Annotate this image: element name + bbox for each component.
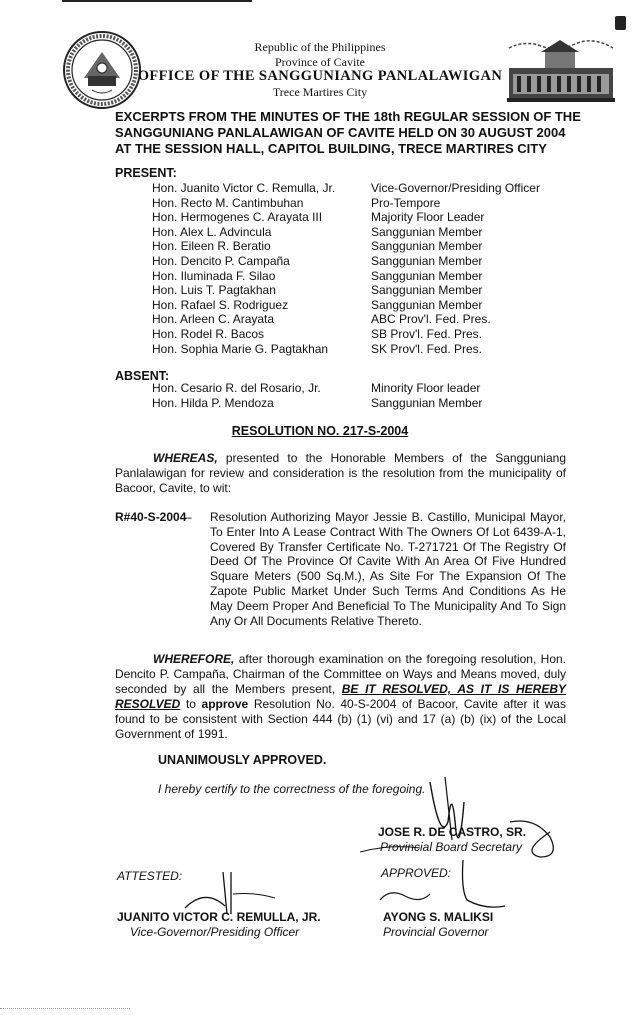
republic-line: Republic of the Philippines [254, 40, 386, 54]
footer-scan-noise [0, 1008, 130, 1010]
title-line-1: EXCERPTS FROM THE MINUTES OF THE 18th REGULAR SESSION OF THE [115, 109, 581, 124]
present-member-name: Hon. Juanito Victor C. Remulla, Jr. [152, 181, 336, 195]
present-member-name: Hon. Arleen C. Arayata [152, 312, 275, 327]
approve-word: approve [201, 697, 249, 711]
office-name: OFFICE OF THE SANGGUNIANG PANLALAWIGAN [137, 68, 503, 84]
present-member-name: Hon. Alex L. Advincula [152, 224, 272, 239]
present-member-role: Sanggunian Member [371, 239, 483, 254]
whereas-text: presented to the Honorable Members of the Sangguniang Panlalawigan for review and consideration is the resolution from the municipality of Bacoor, Cavite, to wit: [115, 451, 566, 495]
present-member-name: Hon. Sophia Marie G. Pagtakhan [152, 341, 329, 356]
attested-label: ATTESTED: [117, 869, 183, 883]
wherefore-text-1: after thorough examination on the foregoing resolution, Hon. Dencito P. Campaña, Chairman of the Committee on Ways and Means moved, duly seconded by all the Members present, [115, 652, 566, 696]
present-member-name: Hon. Dencito P. Campaña [152, 254, 290, 268]
vice-governor-name: JUANITO VICTOR C. REMULLA, JR. [117, 910, 321, 924]
vice-governor-title: Vice-Governor/Presiding Officer [130, 925, 300, 939]
city-line: Trece Martires City [272, 85, 368, 99]
wherefore-keyword: WHEREFORE, [153, 652, 235, 666]
present-member-role: Sanggunian Member [371, 297, 483, 312]
present-member-name: Hon. Iluminada F. Silao [152, 268, 276, 283]
present-member-name: Hon. Hermogenes C. Arayata III [152, 210, 323, 225]
minutes-title [115, 109, 585, 157]
municipal-resolution-number: R#40-S-2004 [115, 510, 187, 524]
present-member-role: Sanggunian Member [371, 268, 483, 283]
title-line-2: SANGGUNIANG PANLALAWIGAN OF CAVITE HELD ON 30 AUGUST 2004 [115, 125, 566, 140]
present-member-role: Sanggunian Member [371, 224, 483, 239]
governor-title: Provincial Governor [383, 925, 489, 939]
absent-member-name: Hon. Hilda P. Mendoza [152, 395, 274, 410]
absent-heading: ABSENT: [115, 369, 170, 383]
top-rule [62, 0, 252, 2]
resolved-clause: BE IT RESOLVED, AS IT IS HEREBY RESOLVED [115, 682, 567, 711]
wherefore-paragraph [115, 652, 566, 742]
present-member-name: Hon. Rafael S. Rodriguez [152, 297, 289, 312]
present-member-role: Sanggunian Member [371, 254, 483, 268]
absent-member-name: Hon. Cesario R. del Rosario, Jr. [152, 381, 321, 395]
whereas-paragraph [115, 451, 566, 496]
absent-member-role: Sanggunian Member [371, 395, 483, 410]
absent-member-role: Minority Floor leader [371, 381, 481, 395]
certification-statement: I hereby certify to the correctness of the foregoing. [158, 782, 426, 796]
present-member-name: Hon. Rodel R. Bacos [152, 327, 265, 341]
approval-statement: UNANIMOUSLY APPROVED. [158, 753, 327, 767]
municipal-resolution-dash: – [185, 510, 192, 524]
secretary-title: Provincial Board Secretary [380, 840, 523, 854]
wherefore-text-3: Resolution No. 40-S-2004 of Bacoor, Cavite after it was found to be consistent with Section 444 (b) (1) (vi) and 17 (a) (b) (ix) of the Local Government of 1991. [115, 697, 566, 741]
approved-label: APPROVED: [381, 866, 452, 880]
resolution-number: RESOLUTION NO. 217-S-2004 [231, 424, 409, 438]
present-member-role: SB Prov'l. Fed. Pres. [371, 327, 482, 341]
present-member-role: Pro-Tempore [371, 195, 441, 210]
secretary-name: JOSE R. DE CASTRO, SR. [378, 825, 527, 839]
present-member-role: ABC Prov'l. Fed. Pres. [371, 312, 491, 327]
present-heading: PRESENT: [115, 166, 177, 180]
whereas-keyword: WHEREAS, [153, 451, 218, 465]
title-line-3: AT THE SESSION HALL, CAPITOL BUILDING, TRECE MARTIRES CITY [115, 141, 547, 156]
province-line: Province of Cavite [275, 55, 365, 69]
present-member-role: Majority Floor Leader [371, 210, 485, 225]
governor-name: AYONG S. MALIKSI [383, 910, 494, 924]
present-member-role: Sanggunian Member [371, 283, 483, 298]
page-corner-mark [615, 16, 626, 30]
present-member-role: SK Prov'l. Fed. Pres. [371, 341, 482, 356]
present-member-name: Hon. Luis T. Pagtakhan [152, 283, 276, 298]
wherefore-text-2: to [180, 697, 202, 711]
present-member-name: Hon. Recto M. Cantimbuhan [152, 195, 304, 210]
present-member-role: Vice-Governor/Presiding Officer [371, 181, 540, 195]
municipal-resolution-text: Resolution Authorizing Mayor Jessie B. Castillo, Municipal Mayor, To Enter Into A Lease Contract With The Owners Of Lot 6439-A-1, Covered By Transfer Certificate No. T-271721 Of The Registry Of Deed Of The Province Of Cavite With An Area Of Five Hundred Square Meters (500 Sq.M.), As Site For The Expansion Of The Zapote Public Market Under Such Terms And Conditions As He May Deem Proper And Beneficial To The Municipality And To Sign Any Or All Documents Relative Thereto. [210, 510, 566, 628]
present-member-name: Hon. Eileen R. Beratio [152, 239, 271, 254]
